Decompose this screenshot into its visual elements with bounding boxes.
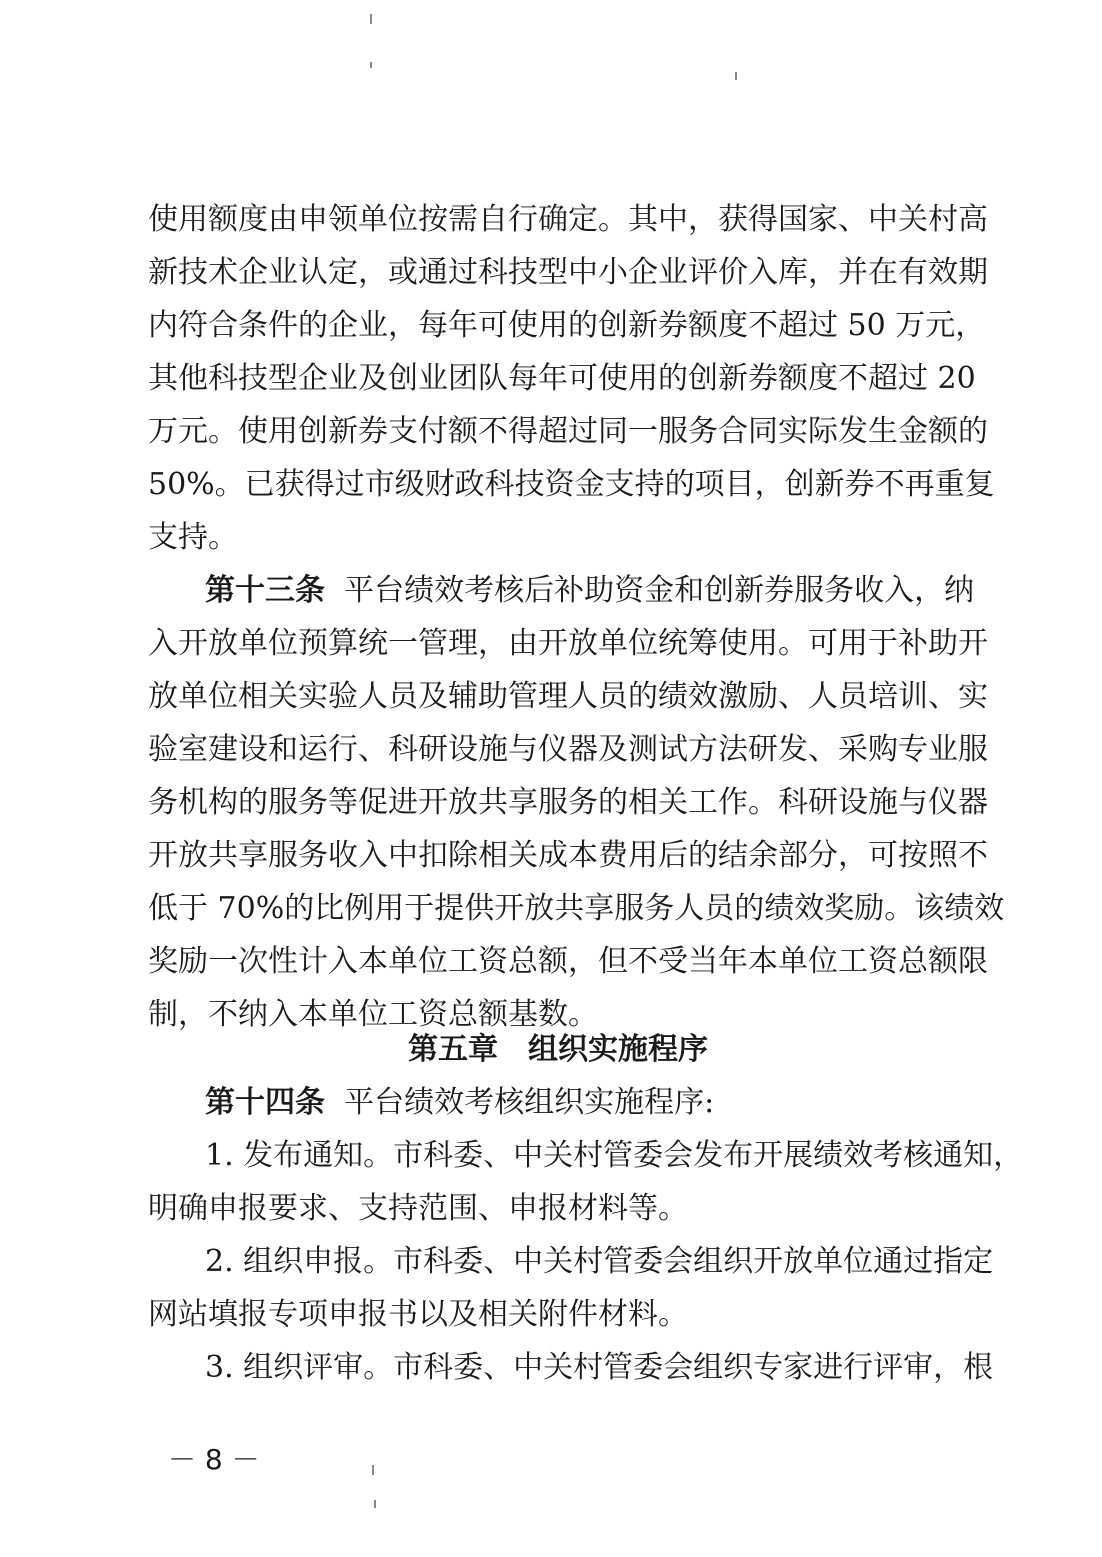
scan-mark — [372, 1465, 374, 1475]
paragraph-line: 支持。 — [148, 520, 238, 555]
article-14-text: 平台绩效考核组织实施程序: — [344, 1085, 715, 1120]
scan-mark — [370, 14, 372, 24]
paragraph-line: 入开放单位预算统一管理，由开放单位统筹使用。可用于补助开 — [148, 626, 988, 661]
paragraph-line: 低于 70%的比例用于提供开放共享服务人员的绩效奖励。该绩效 — [148, 891, 1005, 926]
paragraph-line: 其他科技型企业及创业团队每年可使用的创新券额度不超过 20 — [148, 361, 976, 396]
scan-mark — [735, 72, 737, 80]
paragraph-line: 验室建设和运行、科研设施与仪器及测试方法研发、采购专业服 — [148, 732, 988, 767]
scan-mark — [370, 62, 372, 68]
article-14-line — [205, 1083, 968, 1123]
paragraph-line: 万元。使用创新券支付额不得超过同一服务合同实际发生金额的 — [148, 414, 988, 449]
paragraph-line: 务机构的服务等促进开放共享服务的相关工作。科研设施与仪器 — [148, 785, 988, 820]
paragraph-line: 新技术企业认定，或通过科技型中小企业评价入库，并在有效期 — [148, 255, 988, 290]
item-3-first-line: 3. 组织评审。市科委、中关村管委会组织专家进行评审，根 — [205, 1350, 994, 1385]
article-13-first-line — [205, 571, 975, 611]
item-2-first-line: 2. 组织申报。市科委、中关村管委会组织开放单位通过指定 — [205, 1244, 994, 1279]
paragraph-line: 内符合条件的企业，每年可使用的创新券额度不超过 50 万元， — [148, 308, 986, 343]
item-2-second-line: 网站填报专项申报书以及相关附件材料。 — [148, 1297, 688, 1332]
item-1-first-line: 1. 发布通知。市科委、中关村管委会发布开展绩效考核通知， — [205, 1138, 1024, 1173]
article-13-label: 第十三条 — [205, 573, 325, 608]
paragraph-line: 50%。已获得过市级财政科技资金支持的项目，创新券不再重复 — [148, 467, 995, 502]
scan-mark — [374, 1500, 376, 1508]
chapter-heading: 第五章 组织实施程序 — [408, 1032, 708, 1067]
paragraph-line: 放单位相关实验人员及辅助管理人员的绩效激励、人员培训、实 — [148, 679, 988, 714]
paragraph-line: 开放共享服务收入中扣除相关成本费用后的结余部分，可按照不 — [148, 838, 988, 873]
article-13-text: 平台绩效考核后补助资金和创新券服务收入，纳 — [344, 573, 975, 608]
paragraph-line: 制，不纳入本单位工资总额基数。 — [148, 997, 598, 1032]
page-number: － 8 － — [168, 1443, 260, 1476]
article-14-label: 第十四条 — [205, 1085, 325, 1120]
item-1-second-line: 明确申报要求、支持范围、申报材料等。 — [148, 1191, 688, 1226]
paragraph-line: 使用额度由申领单位按需自行确定。其中，获得国家、中关村高 — [148, 202, 988, 237]
paragraph-line: 奖励一次性计入本单位工资总额，但不受当年本单位工资总额限 — [148, 944, 988, 979]
